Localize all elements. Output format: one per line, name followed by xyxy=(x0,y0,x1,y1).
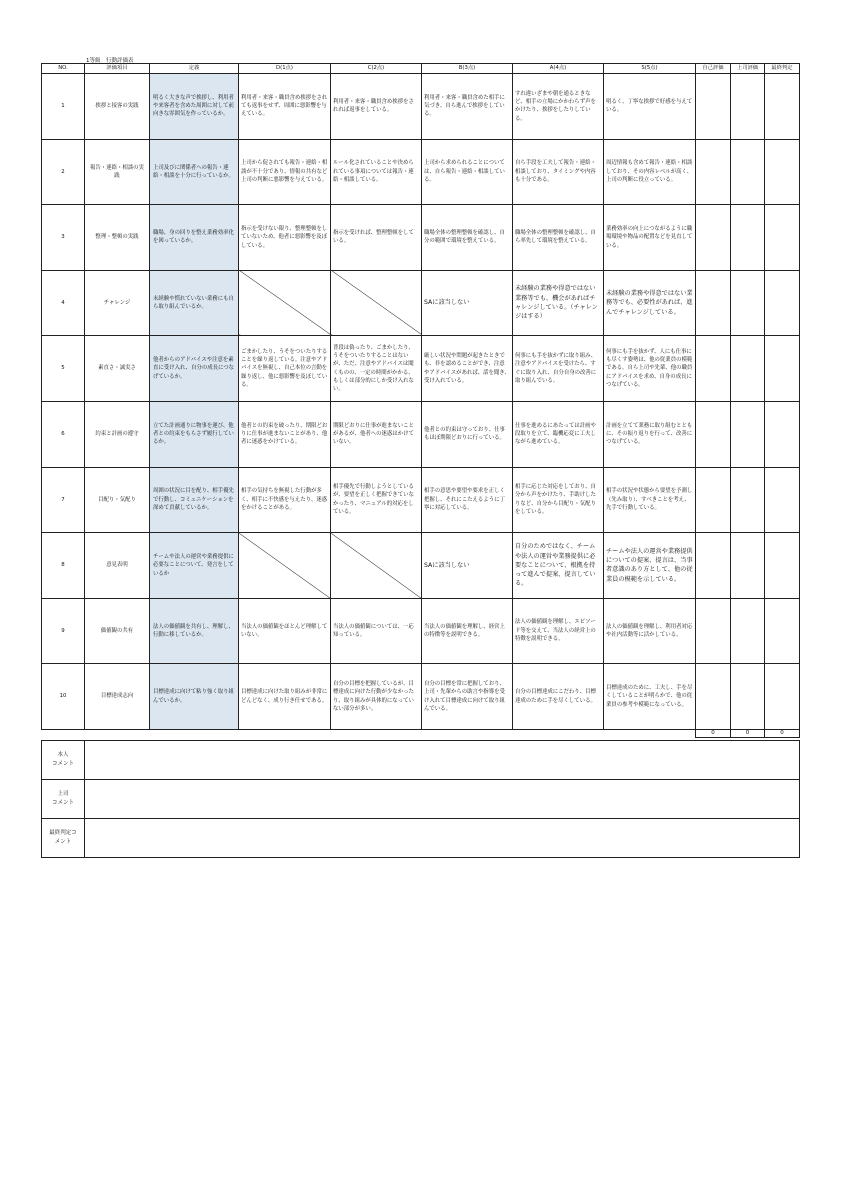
evaluation-item: チャレンジ xyxy=(85,270,150,336)
level-a-cell: 職場全体の整理整頓を確認し、自ら率先して環境を整えている。 xyxy=(513,205,604,271)
row-number: 2 xyxy=(42,139,85,205)
level-s-cell: 明るく、丁寧な挨拶で好感を与えている。 xyxy=(604,74,696,140)
boss-eval-cell[interactable] xyxy=(731,139,765,205)
header-c: C(2点) xyxy=(331,64,422,74)
level-s-cell: 業務効率の向上につながるように職場環境や物品の配置などを見直している。 xyxy=(604,205,696,271)
row-number: 5 xyxy=(42,336,85,402)
self-eval-cell[interactable] xyxy=(696,336,731,402)
final-eval-cell[interactable] xyxy=(765,139,800,205)
comment-row xyxy=(42,741,800,780)
header-definition: 定義 xyxy=(150,64,239,74)
evaluation-item: 整理・整頓の実践 xyxy=(85,205,150,271)
level-b-cell: 当法人の価値観を理解し、経営上の特徴等を説明できる。 xyxy=(422,598,513,664)
level-b-cell: 利用者・来客・職員含めた相手に気づき、自ら進んで挨拶をしている。 xyxy=(422,74,513,140)
row-number: 9 xyxy=(42,598,85,664)
final-eval-cell[interactable] xyxy=(765,205,800,271)
level-s-cell: 相手の状況や状態から要望を予測し（先み取り）、すべきことを考え、先手で行動している。 xyxy=(604,467,696,533)
comment-label: 本人 コメント xyxy=(42,741,85,780)
level-c-cell: 自分の目標を把握しているが、目標達成に向けた行動が少なかったり、取り組みが具体的になっていない部分が多い。 xyxy=(331,664,422,730)
level-c-not-applicable xyxy=(331,270,422,336)
self-eval-cell[interactable] xyxy=(696,205,731,271)
level-c-cell: 期限どおりに仕事が進まないことがあるが、他者への迷惑はかけていない。 xyxy=(331,401,422,467)
final-eval-cell[interactable] xyxy=(765,467,800,533)
level-d-cell: 当法人の価値観をほとんど理解していない。 xyxy=(239,598,331,664)
definition-cell: 法人の価値観を共有し、理解し、行動に移しているか。 xyxy=(150,598,239,664)
level-s-cell: 何事にも手を抜かず、人にも仕事にも尽くす姿勢は、他の従業員の模範である。自ら上司や先輩、他の職員にアドバイスを求め、自身の成長につなげている。 xyxy=(604,336,696,402)
level-c-cell: ルール化されていることや決められている事項については報告・連絡・相談している。 xyxy=(331,139,422,205)
final-eval-cell[interactable] xyxy=(765,336,800,402)
level-a-cell: 未経験の業務や得意ではない業務等でも、機会があればチャレンジしている。（チャレンジはする） xyxy=(513,270,604,336)
level-b-cell: 職場全体の整理整頓を確認し、自分の範囲で環境を整えている。 xyxy=(422,205,513,271)
final-eval-cell[interactable] xyxy=(765,401,800,467)
header-no: NO. xyxy=(42,64,85,74)
evaluation-item: 報告・連絡・相談の実践 xyxy=(85,139,150,205)
table-row xyxy=(42,467,800,533)
level-b-cell: SAに該当しない xyxy=(422,270,513,336)
self-eval-cell[interactable] xyxy=(696,533,731,599)
final-eval-cell[interactable] xyxy=(765,533,800,599)
header-boss-eval: 上司評価 xyxy=(731,64,765,74)
self-eval-cell[interactable] xyxy=(696,598,731,664)
comment-field[interactable] xyxy=(85,819,800,858)
level-c-cell: 当法人の価値観については、一応知っている。 xyxy=(331,598,422,664)
row-number: 6 xyxy=(42,401,85,467)
evaluation-item: 約束と計画の遵守 xyxy=(85,401,150,467)
self-eval-cell[interactable] xyxy=(696,467,731,533)
table-row xyxy=(42,205,800,271)
boss-eval-cell[interactable] xyxy=(731,598,765,664)
level-d-cell: 上司から促されても報告・連絡・相談が不十分であり、情報の共有など上司の判断に悪影響を与えている。 xyxy=(239,139,331,205)
level-s-cell: チームや法人の運営や業務提供についての提案、提言は、当事者意識のあり方として、他の従業員の模範を示している。 xyxy=(604,533,696,599)
boss-eval-cell[interactable] xyxy=(731,467,765,533)
level-b-cell: 他者との約束は守っており、仕事もほぼ期限どおりに行っている。 xyxy=(422,401,513,467)
level-d-cell: 他者との約束を破ったり、期限どおりに仕事が進まないことがあり、他者に迷惑をかけている。 xyxy=(239,401,331,467)
level-s-cell: 周辺情報も含めて報告・連絡・相談しており、その内容レベルが高く、上司の判断に役立っている。 xyxy=(604,139,696,205)
level-b-cell: SAに該当しない xyxy=(422,533,513,599)
self-eval-cell[interactable] xyxy=(696,139,731,205)
level-s-cell: 目標達成のために、工夫し、手を尽くしていることが明らかで、他の従業員の参考や模範になっている。 xyxy=(604,664,696,730)
definition-cell: 明るく大きな声で挨拶し、利用者や来客者を含めた周囲に対して前向きな雰囲気を作っているか。 xyxy=(150,74,239,140)
level-b-cell: 自分の目標を常に把握しており、上司・先輩からの助言や指導を受け入れて目標達成に向けて取り組んでいる。 xyxy=(422,664,513,730)
header-item: 評価項目 xyxy=(85,64,150,74)
comment-row xyxy=(42,819,800,858)
level-a-cell: 仕事を進めるにあたっては計画や段取りを立て、臨機応変に工夫しながら進めている。 xyxy=(513,401,604,467)
row-number: 7 xyxy=(42,467,85,533)
definition-cell: 他者からのアドバイスや注意を素直に受け入れ、自分の成長につなげているか。 xyxy=(150,336,239,402)
level-d-not-applicable xyxy=(239,533,331,599)
header-a: A(4点) xyxy=(513,64,604,74)
level-d-cell: 指示を受けない限り、整理整頓をしていないため、他者に悪影響を及ぼしている。 xyxy=(239,205,331,271)
definition-cell: 目標達成に向けて粘り強く取り組んでいるか。 xyxy=(150,664,239,730)
boss-eval-cell[interactable] xyxy=(731,205,765,271)
table-row xyxy=(42,336,800,402)
boss-eval-cell[interactable] xyxy=(731,74,765,140)
level-d-cell: 利用者・来客・職員含め挨拶をされても返事をせず、周囲に悪影響を与えている。 xyxy=(239,74,331,140)
comment-table xyxy=(41,740,800,858)
row-number: 10 xyxy=(42,664,85,730)
definition-cell: 立てた計画通りに物事を運び、他者との約束をもらさず履行しているか。 xyxy=(150,401,239,467)
level-s-cell: 法人の価値観を理解し、利用者対応や社内活動等に活かしている。 xyxy=(604,598,696,664)
boss-eval-cell[interactable] xyxy=(731,664,765,730)
level-d-cell: ごまかしたり、うそをついたりすることを繰り返している。注意やアドバイスを無視し、自己本位の言動を繰り返し、他に悪影響を及ぼしている。 xyxy=(239,336,331,402)
header-b: B(3点) xyxy=(422,64,513,74)
row-number: 4 xyxy=(42,270,85,336)
level-d-not-applicable xyxy=(239,270,331,336)
final-eval-cell[interactable] xyxy=(765,74,800,140)
level-a-cell: 相手に応じた対応をしており、自分から声をかけたり、手助けしたりなど、自分から目配り・気配りをしている。 xyxy=(513,467,604,533)
level-a-cell: 法人の価値観を理解し、エピソード等を交えて、当法人の経営上の特徴を説明できる。 xyxy=(513,598,604,664)
level-a-cell: 自分のためではなく、チームや法人の運営や業務提供に必要なことについて、根拠を持って進んで提案、提言している。 xyxy=(513,533,604,599)
final-eval-cell[interactable] xyxy=(765,598,800,664)
evaluation-table xyxy=(41,63,800,738)
evaluation-item: 目配り・気配り xyxy=(85,467,150,533)
comment-label: 上司 コメント xyxy=(42,780,85,819)
row-number: 3 xyxy=(42,205,85,271)
boss-eval-cell[interactable] xyxy=(731,533,765,599)
level-b-cell: 厳しい状況や問題が起きたときでも、非を認めることができ、注意やアドバイスがあれば、話を聞き、受け入れている。 xyxy=(422,336,513,402)
level-a-cell: 自分の目標達成にこだわり、目標達成のために手を尽くしている。 xyxy=(513,664,604,730)
self-eval-cell[interactable] xyxy=(696,74,731,140)
definition-cell: 上司及びに関係者への報告・連絡・相談を十分に行っているか。 xyxy=(150,139,239,205)
self-eval-cell[interactable] xyxy=(696,270,731,336)
level-d-cell: 目標達成に向けた取り組みが非常にどんどなく、成り行き任せである。 xyxy=(239,664,331,730)
boss-eval-cell[interactable] xyxy=(731,270,765,336)
evaluation-item: 目標達成志向 xyxy=(85,664,150,730)
page-title: 1等級 行動評価表 xyxy=(86,58,134,64)
header-final: 最終判定 xyxy=(765,64,800,74)
row-number: 8 xyxy=(42,533,85,599)
level-b-cell: 相手の意思や要望や要求を正しく把握し、それにこたえるように丁寧に対応している。 xyxy=(422,467,513,533)
total-boss: 0 xyxy=(731,729,765,737)
total-final: 0 xyxy=(765,729,800,737)
self-eval-cell[interactable] xyxy=(696,664,731,730)
level-a-cell: 自ら手段を工夫して報告・連絡・相談しており、タイミングや内容も十分である。 xyxy=(513,139,604,205)
evaluation-item: 素直さ・誠実さ xyxy=(85,336,150,402)
header-row xyxy=(42,64,800,74)
level-c-cell: 相手優先で行動しようとしているが、要望を正しく把握できていなかったり、マニュアル的対応をしている。 xyxy=(331,467,422,533)
definition-cell: 未経験や慣れていない業務にも自ら取り組んでいるか。 xyxy=(150,270,239,336)
table-row xyxy=(42,74,800,140)
final-eval-cell[interactable] xyxy=(765,270,800,336)
header-d: D(1点) xyxy=(239,64,331,74)
self-eval-cell[interactable] xyxy=(696,401,731,467)
comment-row xyxy=(42,780,800,819)
level-c-not-applicable xyxy=(331,533,422,599)
header-s: S(5点) xyxy=(604,64,696,74)
table-row xyxy=(42,139,800,205)
totals-row xyxy=(42,729,800,737)
boss-eval-cell[interactable] xyxy=(731,401,765,467)
comment-field[interactable] xyxy=(85,741,800,780)
row-number: 1 xyxy=(42,74,85,140)
comment-field[interactable] xyxy=(85,780,800,819)
evaluation-item: 価値観の共有 xyxy=(85,598,150,664)
comment-label: 最終判定コ メント xyxy=(42,819,85,858)
table-row xyxy=(42,533,800,599)
header-self-eval: 自己評価 xyxy=(696,64,731,74)
definition-cell: チームや法人の運営や業務提供に必要なことについて、発言をしているか xyxy=(150,533,239,599)
table-row xyxy=(42,664,800,730)
evaluation-item: 挨拶と接客の実践 xyxy=(85,74,150,140)
evaluation-item: 意見表明 xyxy=(85,533,150,599)
final-eval-cell[interactable] xyxy=(765,664,800,730)
total-self: 0 xyxy=(696,729,731,737)
level-c-cell: 普段は偽ったり、ごまかしたり、うそをついたりすることはないが、ただ、注意やアドバイスは聞くものの、一定の時間がかかる、もしくは部分的にしか受け入れない。 xyxy=(331,336,422,402)
level-a-cell: 何事にも手を抜かずに取り組み、注意やアドバイスを受けたら、すぐに取り入れ、自分自身の改善に取り組んでいる。 xyxy=(513,336,604,402)
level-c-cell: 利用者・来客・職員含め挨拶をされれば返事をしている。 xyxy=(331,74,422,140)
table-row xyxy=(42,270,800,336)
level-s-cell: 計画を立てて業務に取り組むとともに、その振り返りを行って、改善につなげている。 xyxy=(604,401,696,467)
level-s-cell: 未経験の業務や得意ではない業務等でも、必要性があれば、進んでチャレンジしている。 xyxy=(604,270,696,336)
definition-cell: 職場、身の回りを整え業務効率化を図っているか。 xyxy=(150,205,239,271)
level-c-cell: 指示を受ければ、整理整頓をしている。 xyxy=(331,205,422,271)
boss-eval-cell[interactable] xyxy=(731,336,765,402)
table-row xyxy=(42,401,800,467)
level-d-cell: 相手の気持ちを無視した行動が多く、相手に不快感を与えたり、迷惑をかけることがある。 xyxy=(239,467,331,533)
level-b-cell: 上司から求められることについては、自ら報告・連絡・相談している。 xyxy=(422,139,513,205)
table-row xyxy=(42,598,800,664)
definition-cell: 周囲の状況に目を配り、相手優先で行動し、コミュニケーションを深めて貢献しているか。 xyxy=(150,467,239,533)
level-a-cell: すれ違いざまや朝を通るときなど、相手の立場にかかわらず声をかけたり、挨拶をしたりしている。 xyxy=(513,74,604,140)
